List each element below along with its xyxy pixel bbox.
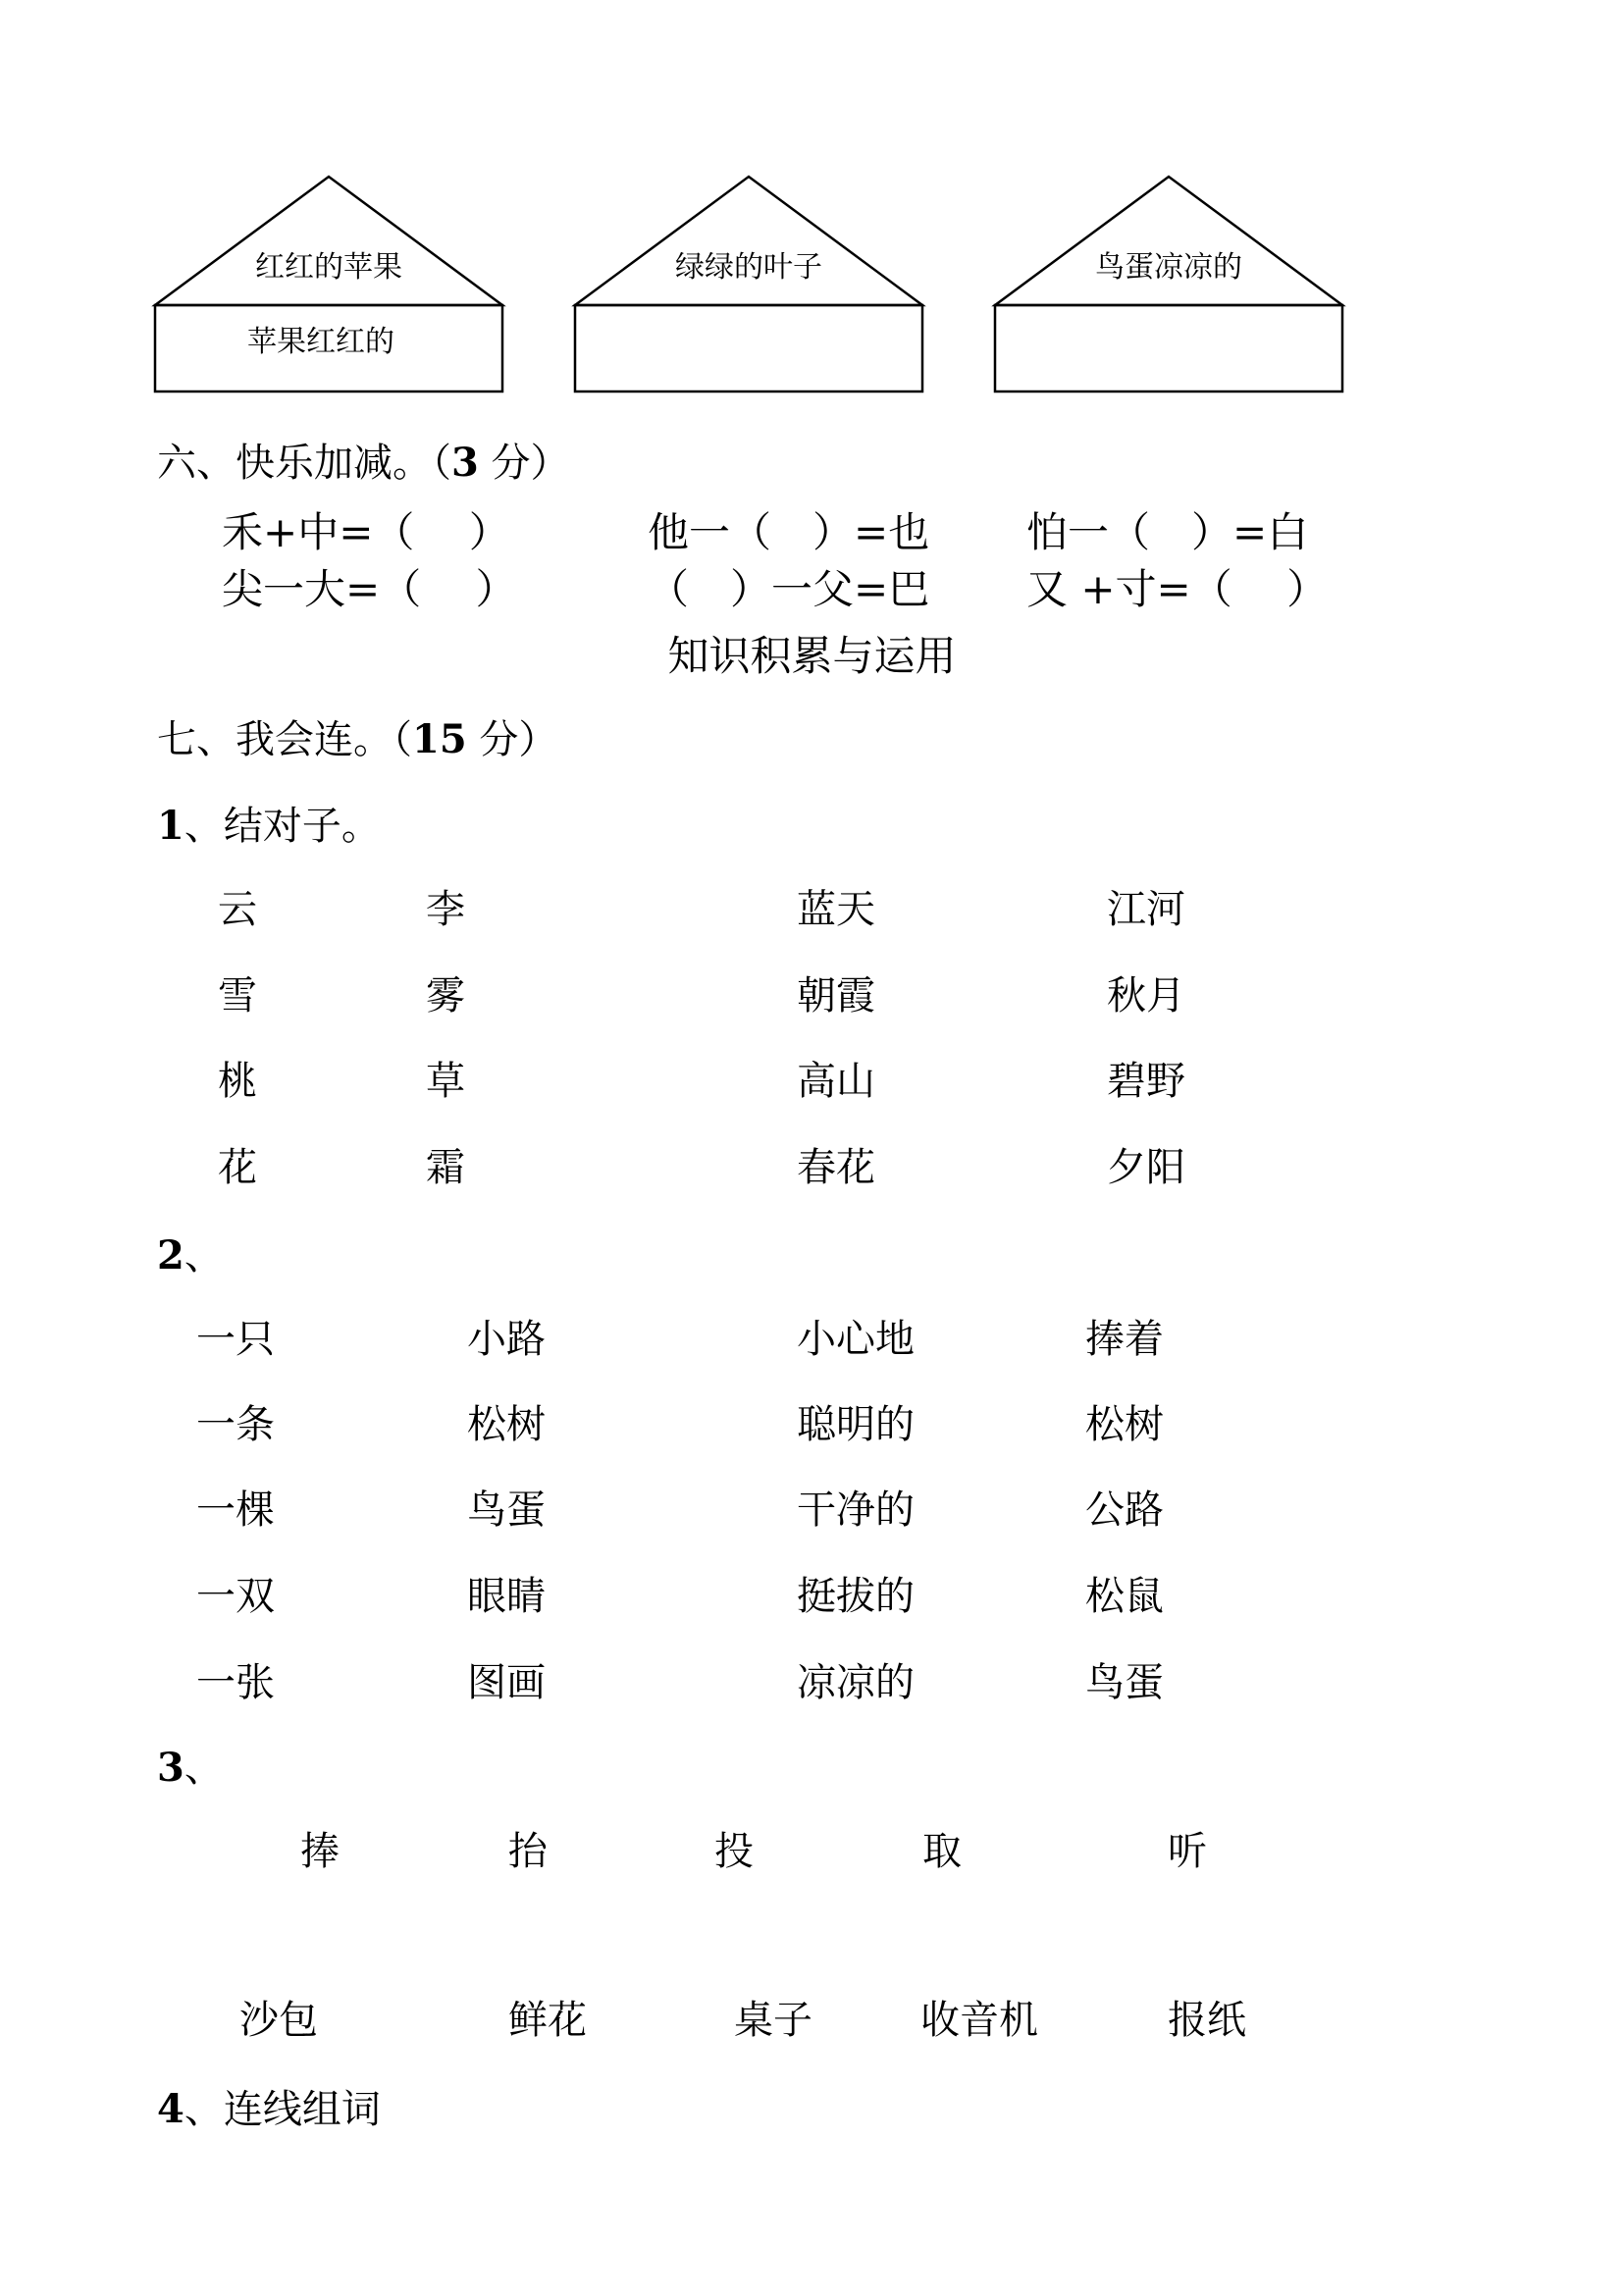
house-1-body-text: 苹果红红的 [247,325,394,359]
section7-title-suffix: 分） [466,717,558,762]
part3-verb-3[interactable]: 投 [714,1829,754,1874]
part3-noun-2[interactable]: 鲜花 [508,1998,587,2043]
section7-title-prefix: 七、我会连。（ [157,717,412,762]
part3-verb-1[interactable]: 捧 [300,1829,340,1874]
part1-c3-r2[interactable]: 朝霞 [797,973,875,1018]
part2-c2-r4[interactable]: 眼睛 [467,1574,546,1619]
part2-label-text: 、 [183,1233,224,1278]
equation-5: （ ）一父=巴 [648,565,930,613]
part2-c1-r1[interactable]: 一只 [196,1317,275,1362]
section6-title-suffix: 分） [478,441,570,486]
part2-c1-r5[interactable]: 一张 [196,1660,275,1705]
part1-c2-r4[interactable]: 霜 [426,1145,465,1190]
house-2-body [575,305,922,391]
section7-score: 15 [412,716,467,762]
part1-c1-r1[interactable]: 云 [218,887,257,932]
part2-c3-r2[interactable]: 聪明的 [797,1402,915,1447]
part3-verb-2[interactable]: 抬 [508,1829,548,1874]
equation-1: 禾+中=（ ） [222,508,510,556]
part2-c3-r4[interactable]: 挺拔的 [797,1574,915,1619]
equation-6: 又 +寸=（ ） [1026,565,1329,613]
part2-c2-r5[interactable]: 图画 [467,1660,546,1705]
equation-2: 他一（ ）=也 [648,508,930,556]
part2-c1-r2[interactable]: 一条 [196,1402,275,1447]
part2-c1-r3[interactable]: 一棵 [196,1487,275,1533]
house-3-body [995,305,1342,391]
section6-title-prefix: 六、快乐加减。（ [157,441,451,486]
part2-c2-r3[interactable]: 鸟蛋 [467,1487,546,1533]
part3-label [157,1737,224,1793]
part1-c4-r2[interactable]: 秋月 [1107,973,1185,1018]
part2-number: 2 [157,1232,184,1278]
part2-c4-r5[interactable]: 鸟蛋 [1085,1660,1164,1705]
section6-title [157,432,570,488]
part1-c1-r3[interactable]: 桃 [218,1059,257,1104]
part2-c3-r5[interactable]: 凉凉的 [797,1660,915,1705]
part3-number: 3 [157,1745,184,1791]
part1-c3-r4[interactable]: 春花 [797,1145,875,1190]
part2-c2-r1[interactable]: 小路 [467,1317,546,1362]
equation-4: 尖一大=（ ） [222,565,517,613]
part3-verb-4[interactable]: 取 [922,1829,962,1874]
part1-c2-r1[interactable]: 李 [426,887,465,932]
part2-label [157,1225,224,1280]
part2-c4-r4[interactable]: 松鼠 [1085,1574,1164,1619]
part2-c4-r1[interactable]: 捧着 [1085,1317,1164,1362]
part3-label-text: 、 [183,1746,224,1791]
part4-label [157,2078,381,2134]
equation-3: 怕一（ ）=白 [1026,508,1309,556]
part1-c3-r1[interactable]: 蓝天 [797,887,875,932]
part1-c1-r4[interactable]: 花 [218,1145,257,1190]
house-1-roof [155,177,502,305]
part1-c2-r2[interactable]: 雾 [426,973,465,1018]
part3-noun-1[interactable]: 沙包 [239,1998,318,2043]
part2-c4-r3[interactable]: 公路 [1085,1487,1164,1533]
part3-noun-5[interactable]: 报纸 [1168,1998,1246,2043]
house-diagrams [0,0,1624,412]
part2-c3-r3[interactable]: 干净的 [797,1487,915,1533]
part4-label-text: 、连线组词 [183,2087,381,2132]
part2-c1-r4[interactable]: 一双 [196,1574,275,1619]
house-2-roof-text: 绿绿的叶子 [675,250,822,285]
section7-title [157,708,557,764]
part2-c3-r1[interactable]: 小心地 [797,1317,915,1362]
house-3-roof-text: 鸟蛋凉凉的 [1095,250,1242,285]
part1-c4-r4[interactable]: 夕阳 [1107,1145,1185,1190]
section-heading-knowledge: 知识积累与运用 [667,632,957,680]
house-2-roof [575,177,922,305]
part3-verb-5[interactable]: 听 [1168,1829,1207,1874]
part2-c2-r2[interactable]: 松树 [467,1402,546,1447]
part1-label [157,795,381,851]
part4-number: 4 [157,2086,184,2132]
house-3-roof [995,177,1342,305]
part1-c4-r3[interactable]: 碧野 [1107,1059,1185,1104]
part3-noun-3[interactable]: 桌子 [734,1998,812,2043]
house-1-roof-text: 红红的苹果 [255,250,402,285]
part1-c2-r3[interactable]: 草 [426,1059,465,1104]
part1-c3-r3[interactable]: 高山 [797,1059,875,1104]
part1-number: 1 [157,803,184,849]
part3-noun-4[interactable]: 收音机 [920,1998,1038,2043]
part2-c4-r2[interactable]: 松树 [1085,1402,1164,1447]
part1-c4-r1[interactable]: 江河 [1107,887,1185,932]
section6-score: 3 [451,440,479,486]
part1-label-text: 、结对子。 [183,804,381,849]
part1-c1-r2[interactable]: 雪 [218,973,257,1018]
